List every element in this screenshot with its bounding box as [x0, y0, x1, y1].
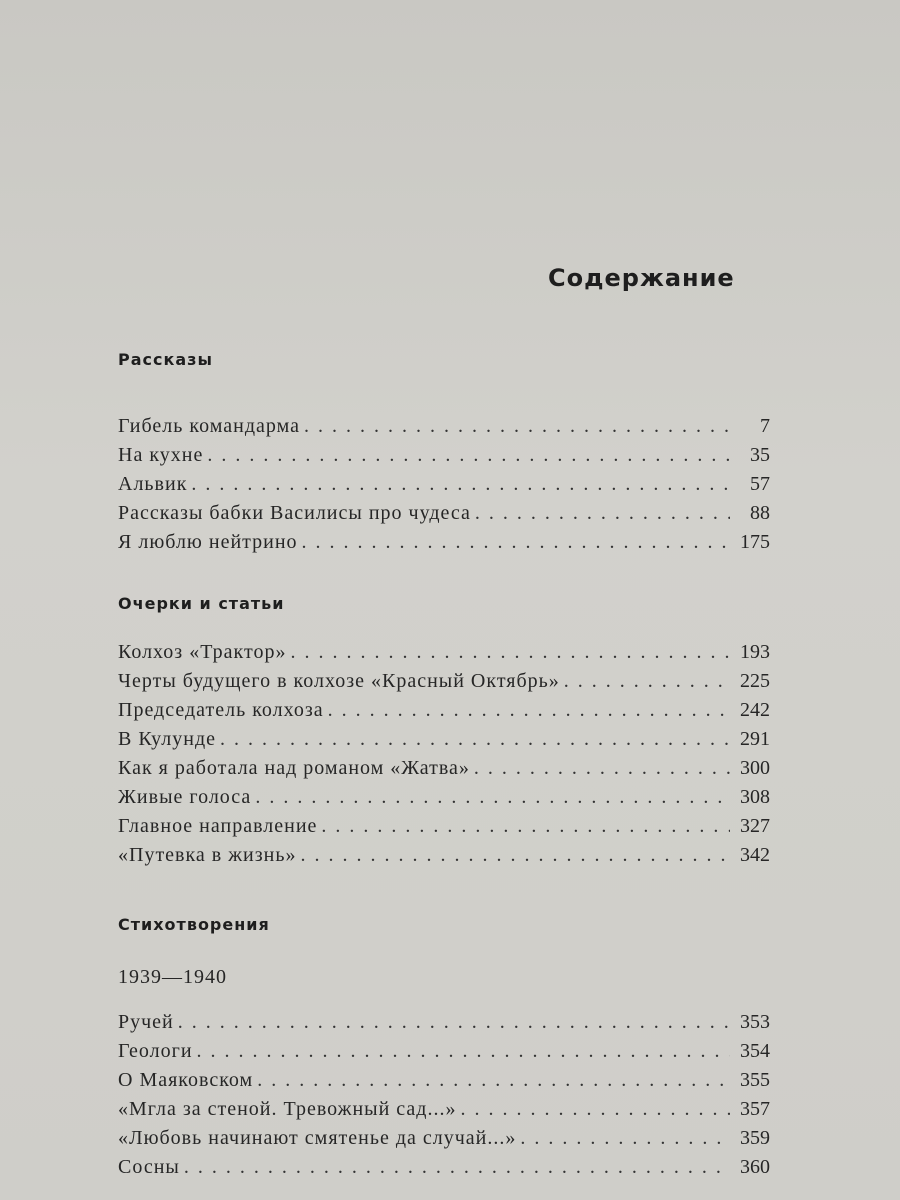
section-title-poems: Стихотворения — [118, 915, 270, 934]
entry-title: «Любовь начинают смятенье да случай...» — [118, 1127, 517, 1149]
toc-stories — [118, 412, 770, 557]
leader-dots — [255, 783, 730, 812]
entry-title: Как я работала над романом «Жатва» — [118, 757, 470, 779]
toc-entry[interactable] — [118, 1124, 770, 1153]
leader-dots — [191, 470, 730, 499]
leader-dots — [304, 412, 730, 441]
toc-entry[interactable] — [118, 441, 770, 470]
entry-title: Я люблю нейтрино — [118, 531, 298, 553]
leader-dots — [475, 499, 730, 528]
toc-entry[interactable] — [118, 783, 770, 812]
toc-entry[interactable] — [118, 499, 770, 528]
entry-page: 225 — [740, 670, 770, 692]
entry-title: Альвик — [118, 473, 188, 495]
previous-page-text-fragment — [555, 0, 825, 150]
leader-dots — [474, 754, 730, 783]
section-title-stories: Рассказы — [118, 350, 213, 369]
leader-dots — [321, 812, 730, 841]
toc-entry[interactable] — [118, 667, 770, 696]
leader-dots — [302, 528, 730, 557]
leader-dots — [207, 441, 730, 470]
entry-page: 35 — [750, 444, 770, 466]
section-subtitle-years: 1939—1940 — [118, 966, 227, 988]
toc-entry[interactable] — [118, 1153, 770, 1182]
toc-entry[interactable] — [118, 754, 770, 783]
toc-entry[interactable] — [118, 1037, 770, 1066]
entry-title: В Кулунде — [118, 728, 217, 750]
entry-page: 308 — [740, 786, 770, 808]
entry-title: Ручей — [118, 1011, 174, 1033]
entry-title: Рассказы бабки Василисы про чудеса — [118, 502, 471, 524]
toc-entry[interactable] — [118, 412, 770, 441]
entry-page: 300 — [740, 757, 770, 779]
entry-title: «Мгла за стеной. Тревожный сад...» — [118, 1098, 457, 1120]
entry-title: Гибель командарма — [118, 415, 300, 437]
entry-page: 327 — [740, 815, 770, 837]
entry-page: 360 — [740, 1156, 770, 1178]
leader-dots — [300, 841, 730, 870]
toc-essays — [118, 638, 770, 870]
entry-title: Черты будущего в колхозе «Красный Октябрь» — [118, 670, 560, 692]
entry-page: 357 — [740, 1098, 770, 1120]
toc-entry[interactable] — [118, 1066, 770, 1095]
leader-dots — [197, 1037, 730, 1066]
toc-entry[interactable] — [118, 812, 770, 841]
toc-entry[interactable] — [118, 528, 770, 557]
entry-title: «Путевка в жизнь» — [118, 844, 297, 866]
entry-page: 355 — [740, 1069, 770, 1091]
entry-title: Председатель колхоза — [118, 699, 324, 721]
leader-dots — [460, 1095, 730, 1124]
entry-page: 242 — [740, 699, 770, 721]
entry-page: 354 — [740, 1040, 770, 1062]
leader-dots — [564, 667, 730, 696]
toc-entry[interactable] — [118, 696, 770, 725]
leader-dots — [184, 1153, 730, 1182]
entry-page: 353 — [740, 1011, 770, 1033]
entry-page: 342 — [740, 844, 770, 866]
leader-dots — [328, 696, 730, 725]
toc-entry[interactable] — [118, 1095, 770, 1124]
entry-title: Живые голоса — [118, 786, 252, 808]
entry-page: 193 — [740, 641, 770, 663]
toc-entry[interactable] — [118, 638, 770, 667]
toc-entry[interactable] — [118, 725, 770, 754]
toc-poems — [118, 1008, 770, 1182]
leader-dots — [520, 1124, 730, 1153]
leader-dots — [220, 725, 730, 754]
entry-title: Сосны — [118, 1156, 180, 1178]
entry-title: На кухне — [118, 444, 204, 466]
leader-dots — [257, 1066, 730, 1095]
entry-page: 291 — [740, 728, 770, 750]
toc-entry[interactable] — [118, 470, 770, 499]
entry-page: 359 — [740, 1127, 770, 1149]
entry-title: Колхоз «Трактор» — [118, 641, 287, 663]
toc-entry[interactable] — [118, 841, 770, 870]
entry-page: 7 — [760, 415, 770, 437]
entry-title: Геологи — [118, 1040, 193, 1062]
toc-entry[interactable] — [118, 1008, 770, 1037]
entry-page: 57 — [750, 473, 770, 495]
entry-page: 175 — [740, 531, 770, 553]
leader-dots — [290, 638, 730, 667]
page-title: Содержание — [548, 264, 735, 292]
entry-title: Главное направление — [118, 815, 318, 837]
section-title-essays: Очерки и статьи — [118, 594, 285, 613]
entry-title: О Маяковском — [118, 1069, 254, 1091]
leader-dots — [178, 1008, 730, 1037]
entry-page: 88 — [750, 502, 770, 524]
